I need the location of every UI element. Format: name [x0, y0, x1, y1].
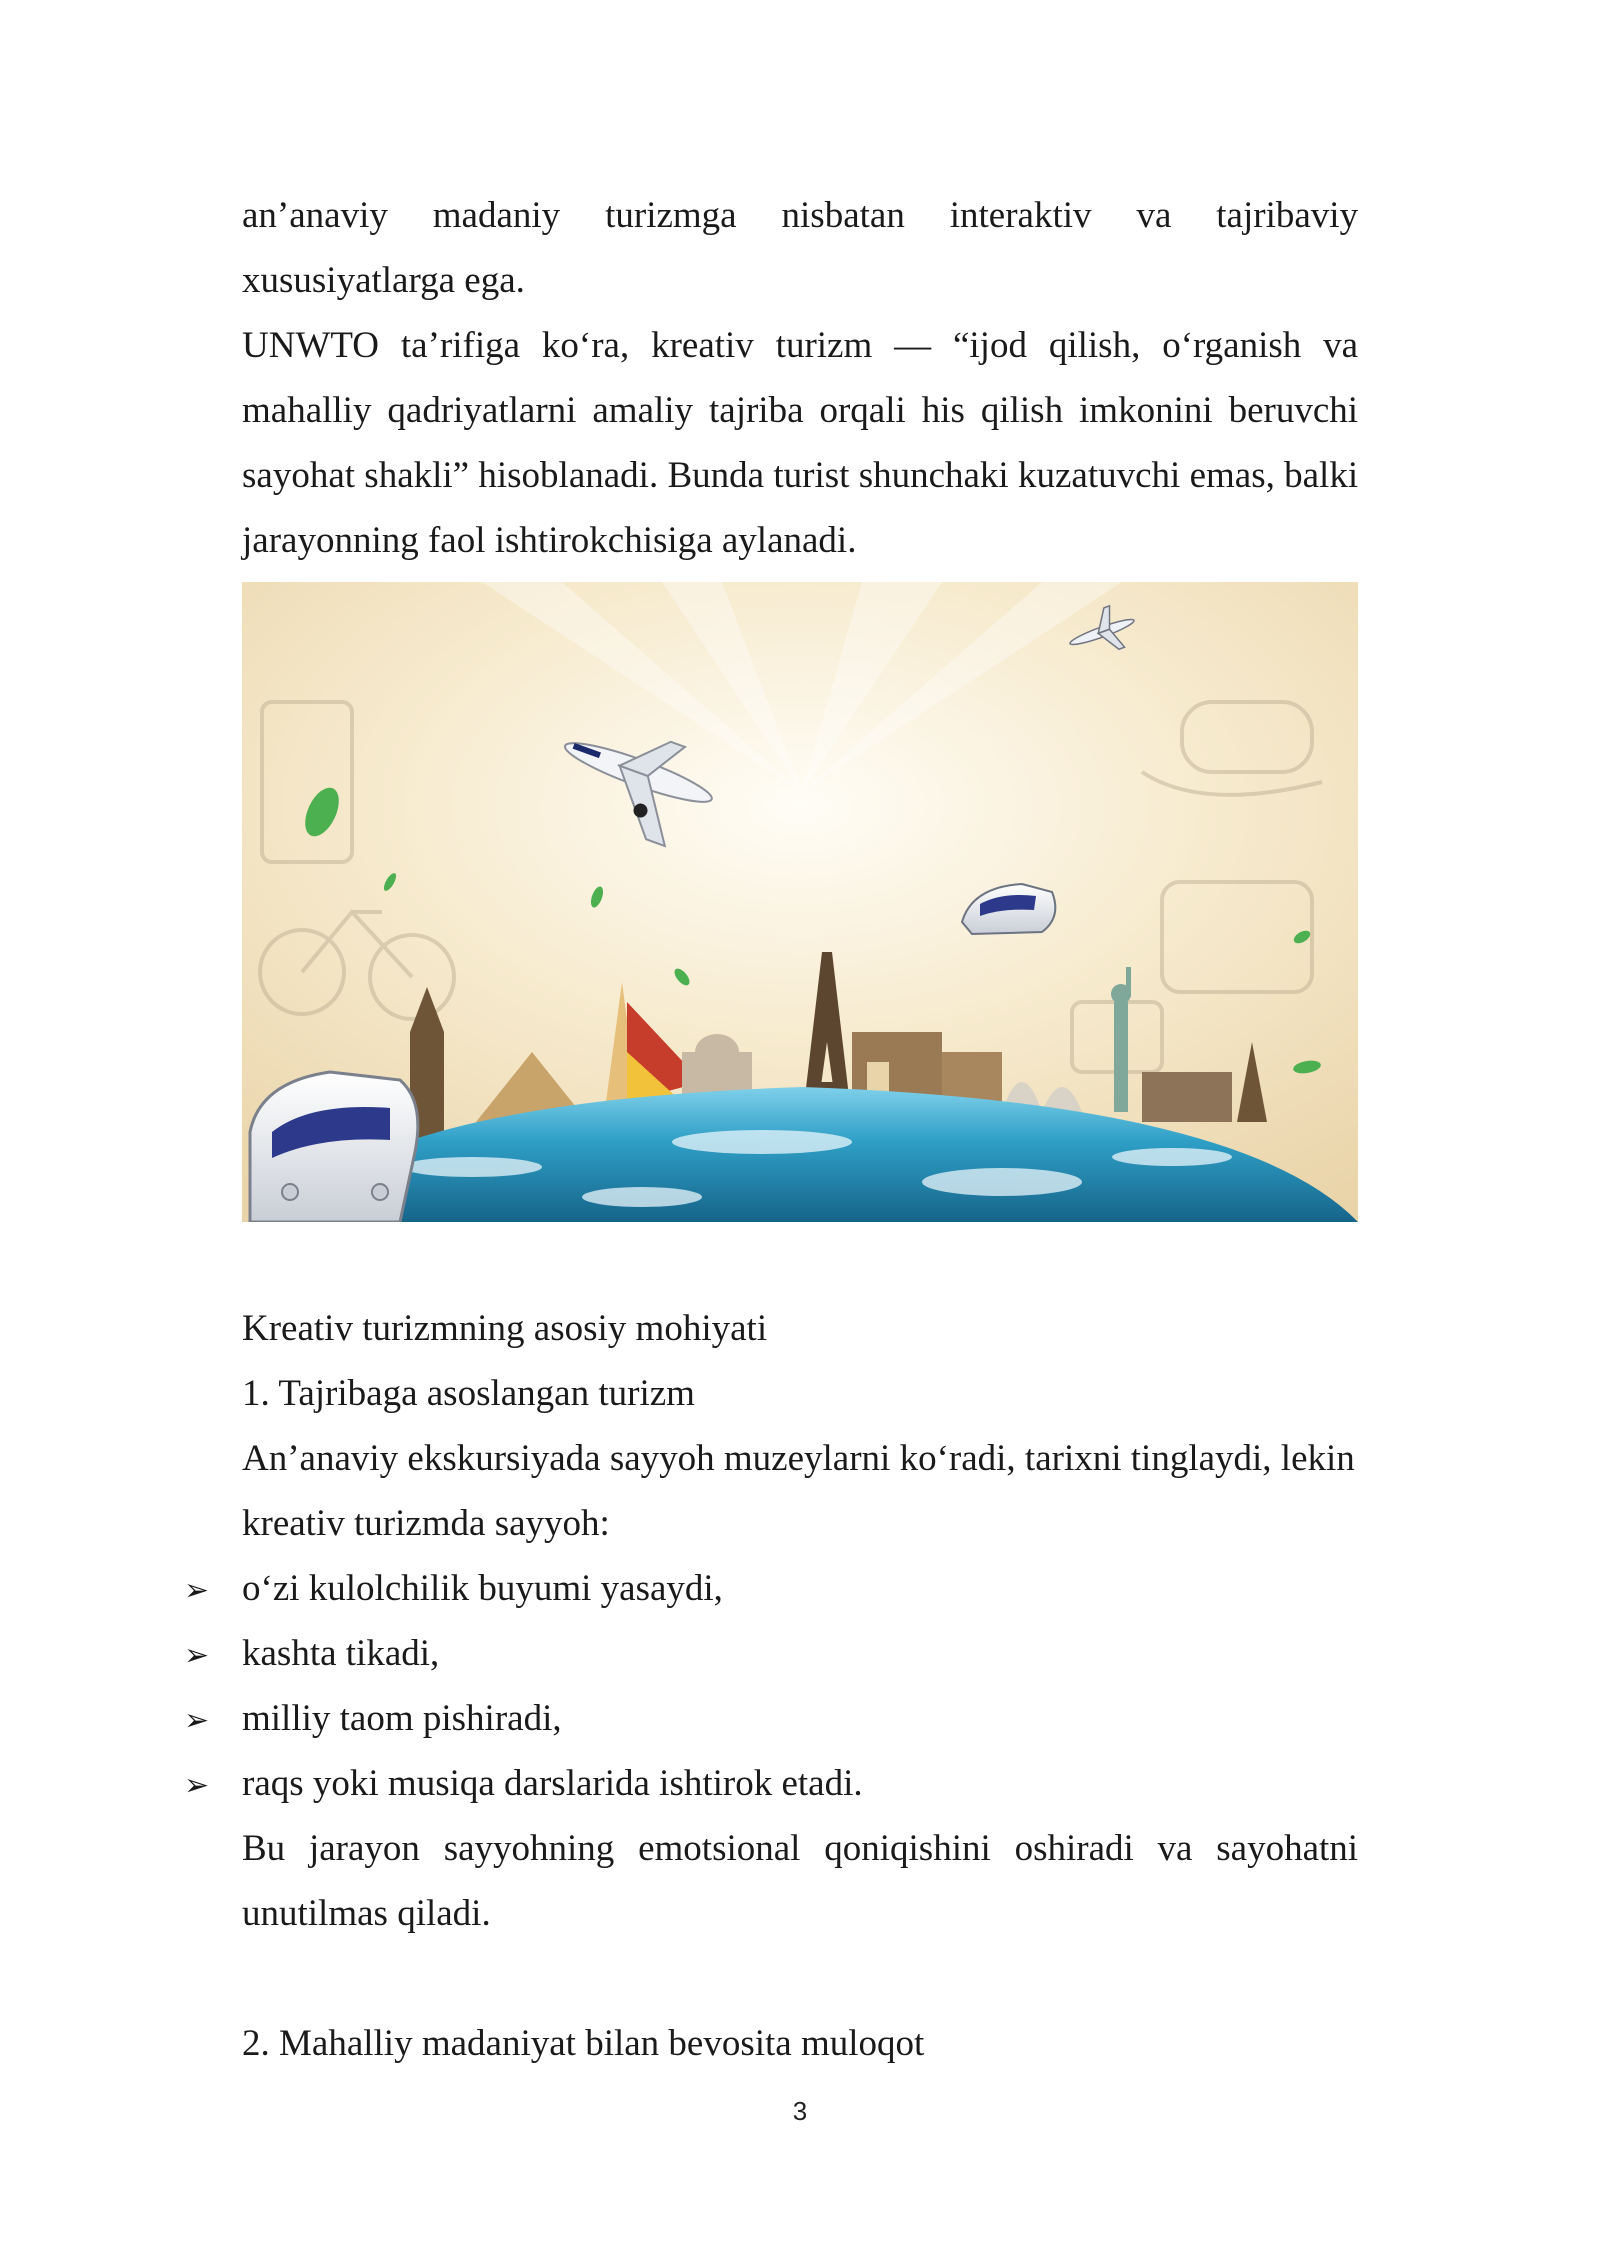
list-item-text: milliy taom pishiradi,	[242, 1698, 562, 1739]
arrow-bullet-icon: ➢	[184, 1703, 210, 1738]
word: —	[894, 325, 932, 366]
word: oshiradi	[1014, 1828, 1134, 1869]
section-text	[242, 1296, 1358, 1556]
word: kuzatuvchi	[1017, 455, 1181, 496]
word: Bunda	[667, 455, 765, 496]
word: shakli”	[364, 455, 470, 496]
word: beruvchi	[1228, 390, 1359, 431]
item-2-title: 2. Mahalliy madaniyat bilan bevosita muloqot	[242, 2023, 925, 2064]
word: va	[1136, 195, 1172, 236]
word: emotsional	[638, 1828, 801, 1869]
conclusion-paragraph	[242, 1816, 1358, 1946]
intro-line: An’anaviy ekskursiyada sayyoh muzeylarni ko‘radi, tarixni tinglaydi, lekin	[242, 1438, 1355, 1479]
word: tajribaviy	[1216, 195, 1359, 236]
travel-illustration	[242, 582, 1358, 1222]
word: madaniy	[432, 195, 561, 236]
word: turist	[773, 455, 850, 496]
word: turizmga	[605, 195, 737, 236]
word: ko‘ra,	[541, 325, 630, 366]
word: va	[1323, 325, 1359, 366]
item-2-block	[242, 2011, 1358, 2076]
justified-line	[242, 1816, 1358, 1881]
word: emas,	[1189, 455, 1275, 496]
word: mahalliy	[242, 390, 372, 431]
word: sayyohning	[443, 1828, 615, 1869]
justified-line	[242, 443, 1358, 508]
word: hisoblanadi.	[478, 455, 659, 496]
word: o‘rganish	[1162, 325, 1302, 366]
justified-line	[242, 183, 1358, 248]
justified-line	[242, 378, 1358, 443]
word: shunchaki	[858, 455, 1009, 496]
intro-paragraph	[242, 183, 1358, 313]
word: qilish,	[1048, 325, 1141, 366]
section-heading: Kreativ turizmning asosiy mohiyati	[242, 1308, 768, 1349]
bullet-train	[250, 1072, 418, 1222]
word: sayohat	[242, 455, 356, 496]
word: nisbatan	[781, 195, 905, 236]
item-1-title: 1. Tajribaga asoslangan turizm	[242, 1373, 695, 1414]
word: va	[1157, 1828, 1193, 1869]
justified-line	[242, 313, 1358, 378]
word: Bu	[242, 1828, 286, 1869]
list-item	[184, 1556, 723, 1623]
word: balki	[1284, 455, 1359, 496]
word: qoniqishini	[824, 1828, 991, 1869]
word: amaliy	[592, 390, 694, 431]
arrow-bullet-icon: ➢	[184, 1638, 210, 1673]
word: kreativ	[651, 325, 754, 366]
list-item-text: raqs yoki musiqa darslarida ishtirok etadi.	[242, 1763, 863, 1804]
list-item	[184, 1621, 439, 1688]
definition-paragraph	[242, 313, 1358, 573]
word: tajriba	[709, 390, 804, 431]
paragraph-line: unutilmas qiladi.	[242, 1893, 491, 1934]
word: “ijod	[952, 325, 1027, 366]
page-number: 3	[792, 2096, 808, 2126]
paragraph-line: xususiyatlarga ega.	[242, 260, 525, 301]
arrow-bullet-icon: ➢	[184, 1768, 210, 1803]
word: an’anaviy	[242, 195, 388, 236]
travel-illustration-svg	[242, 582, 1358, 1222]
intro-line: kreativ turizmda sayyoh:	[242, 1503, 610, 1544]
word: interaktiv	[949, 195, 1092, 236]
word: UNWTO	[242, 325, 380, 366]
word: his	[921, 390, 965, 431]
list-item-text: o‘zi kulolchilik buyumi yasaydi,	[242, 1568, 723, 1609]
list-item-text: kashta tikadi,	[242, 1633, 440, 1674]
word: orqali	[819, 390, 906, 431]
word: sayohatni	[1216, 1828, 1359, 1869]
arrow-bullet-icon: ➢	[184, 1573, 210, 1608]
word: qilish	[980, 390, 1064, 431]
list-item	[184, 1751, 863, 1818]
word: qadriyatlarni	[387, 390, 577, 431]
list-item	[184, 1686, 562, 1753]
word: turizm	[775, 325, 873, 366]
word: jarayon	[308, 1828, 420, 1869]
word: imkonini	[1079, 390, 1213, 431]
paragraph-line: jarayonning faol ishtirokchisiga aylanadi.	[242, 520, 857, 561]
word: ta’rifiga	[400, 325, 521, 366]
